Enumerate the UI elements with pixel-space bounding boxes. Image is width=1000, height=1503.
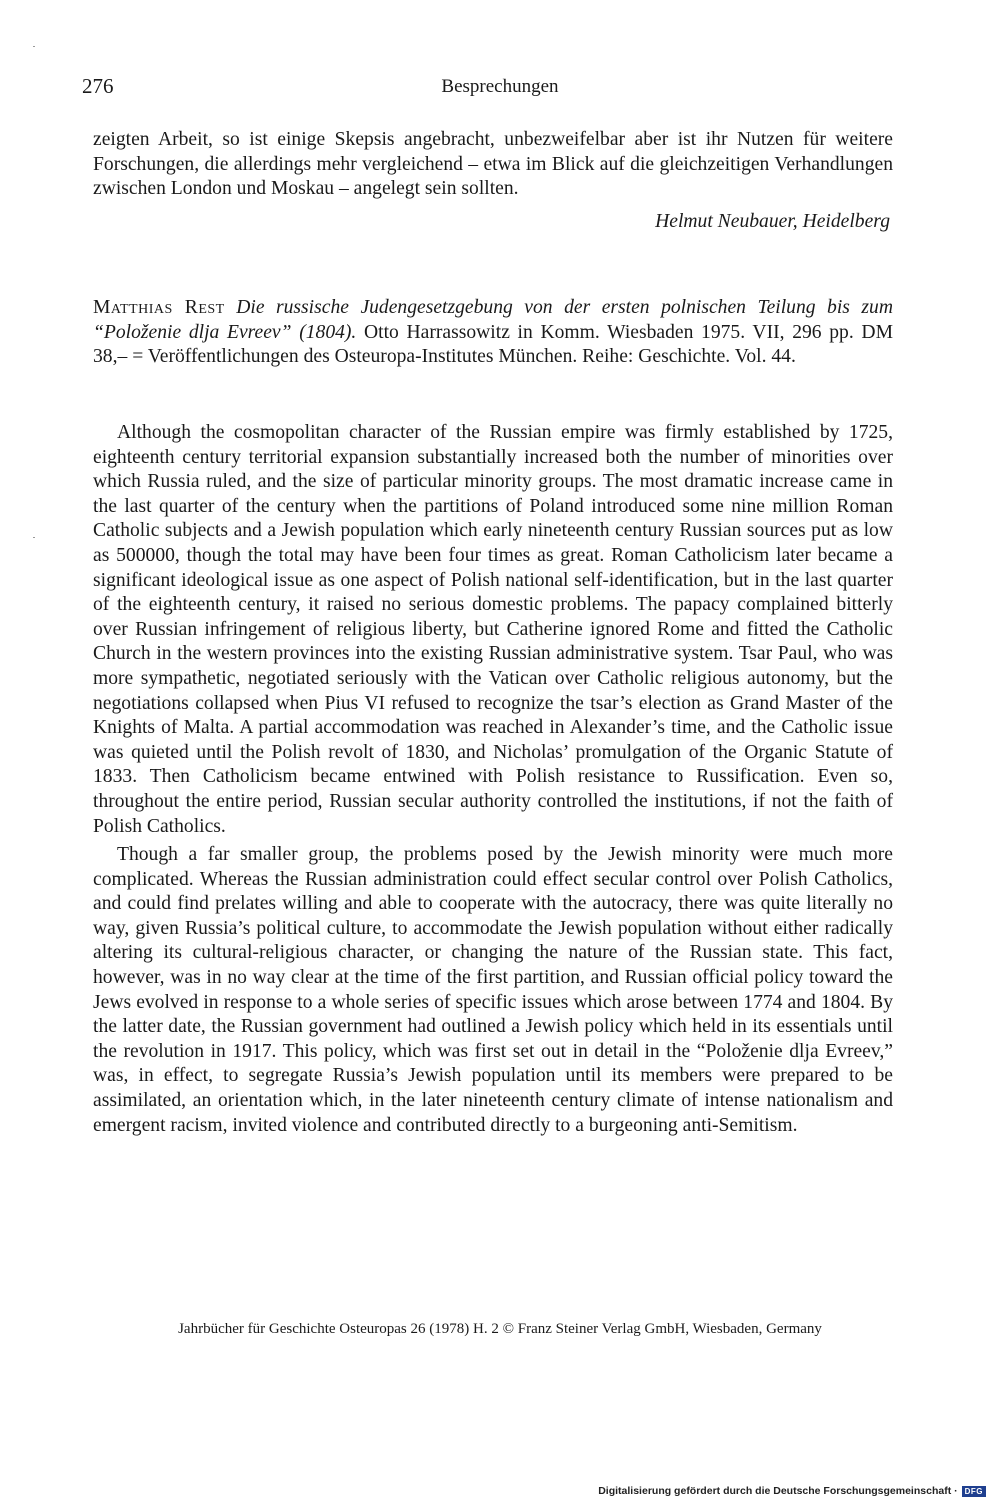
review-paragraph: Though a far smaller group, the problems posed by the Jewish minority were much more complicated. Whereas the Russian administration could effect secular control over Polish Catholics, and could find prelates willing and able to cooperate with the autocracy, there was quite literally no way, given Russia’s political culture, to accommodate the Jewish population without either radically altering its cultural-religious character, or changing the nature of the Russian state. This fact, however, was in no way clear at the time of the first partition, and Russian official policy toward the Jews evolved in response to a whole series of specific issues which arose between 1774 and 1804. By the latter date, the Russian government had outlined a Jewish policy which held in its essentials until the revolution in 1917. This policy, which was first set out in detail in the “Položenie dlja Evreev,” was, in effect, to segregate Russia’s Jewish population until its members were prepared to be assimilated, an orientation which, in the later nineteenth century climate of intense nationalism and emergent racism, invited violence and contributed directly to a burgeoning anti-Semitism. bbox=[93, 844, 893, 1136]
margin-mark bbox=[33, 46, 35, 47]
running-head: Besprechungen bbox=[441, 76, 559, 97]
page-number: 276 bbox=[82, 74, 114, 98]
journal-footer: Jahrbücher für Geschichte Osteuropas 26 (1978) H. 2 © Franz Steiner Verlag GmbH, Wiesbaden, Germany bbox=[178, 1321, 822, 1337]
review-body bbox=[93, 421, 893, 1138]
citation-details: Otto Harrassowitz in Komm. Wiesbaden 1975. VII, 296 pp. DM 38,– = Veröffentlichungen des Osteuropa-Institutes München. Reihe: Geschichte. Vol. 44. bbox=[93, 321, 893, 368]
citation-author: Matthias Rest bbox=[93, 297, 225, 318]
previous-review-ending: zeigten Arbeit, so ist einige Skepsis angebracht, unbezweifelbar aber ist ihr Nutzen für weitere Forschungen, die allerdings mehr vergleichend – etwa im Blick auf die gleichzeitigen Verhandlungen zwischen London und Moskau – angelegt sein sollten. bbox=[93, 129, 893, 200]
digitization-text: Digitalisierung gefördert durch die Deutsche Forschungsgemeinschaft · bbox=[598, 1485, 958, 1497]
digitization-credit bbox=[598, 1485, 986, 1497]
book-citation bbox=[93, 296, 893, 370]
review-paragraph: Although the cosmopolitan character of the Russian empire was firmly established by 1725, eighteenth century territorial expansion substantially increased both the number of minorities over which Russia ruled, and the size of particular minority groups. The most dramatic increase came in the last quarter of the century when the partitions of Poland introduced some nine million Roman Catholic subjects and a Jewish population which early nineteenth century Russian sources put as low as 500000, though the total may have been four times as great. Roman Catholicism later became a significant ideological issue as one aspect of Polish national self-identification, but in the last quarter of the eighteenth century, it raised no serious domestic problems. The papacy complained bitterly over Russian infringement of religious liberty, but Catherine ignored Rome and fitted the Catholic Church in the western provinces into the existing Russian administrative system. Tsar Paul, who was more sympathetic, negotiated seriously with the Vatican over Catholic religious autonomy, but the negotiations collapsed when Pius VI refused to recognize the tsar’s election as Grand Master of the Knights of Malta. A partial accommodation was reached in Alexander’s time, and the Catholic issue was quieted until the Polish revolt of 1830, and Nicholas’ promulgation of the Organic Statute of 1833. Then Catholicism became entwined with Polish resistance to Russification. Even so, throughout the entire period, Russian secular authority controlled the institutions, if not the faith of Polish Catholics. bbox=[93, 422, 893, 837]
reviewer-signature: Helmut Neubauer, Heidelberg bbox=[655, 211, 890, 232]
margin-mark bbox=[33, 537, 35, 538]
dfg-logo-icon: DFG bbox=[962, 1486, 986, 1497]
citation-title: Die russische Judengesetzgebung von der ersten polnischen Teilung bis zum “Položenie dlja Evreev” (1804). bbox=[93, 297, 893, 343]
